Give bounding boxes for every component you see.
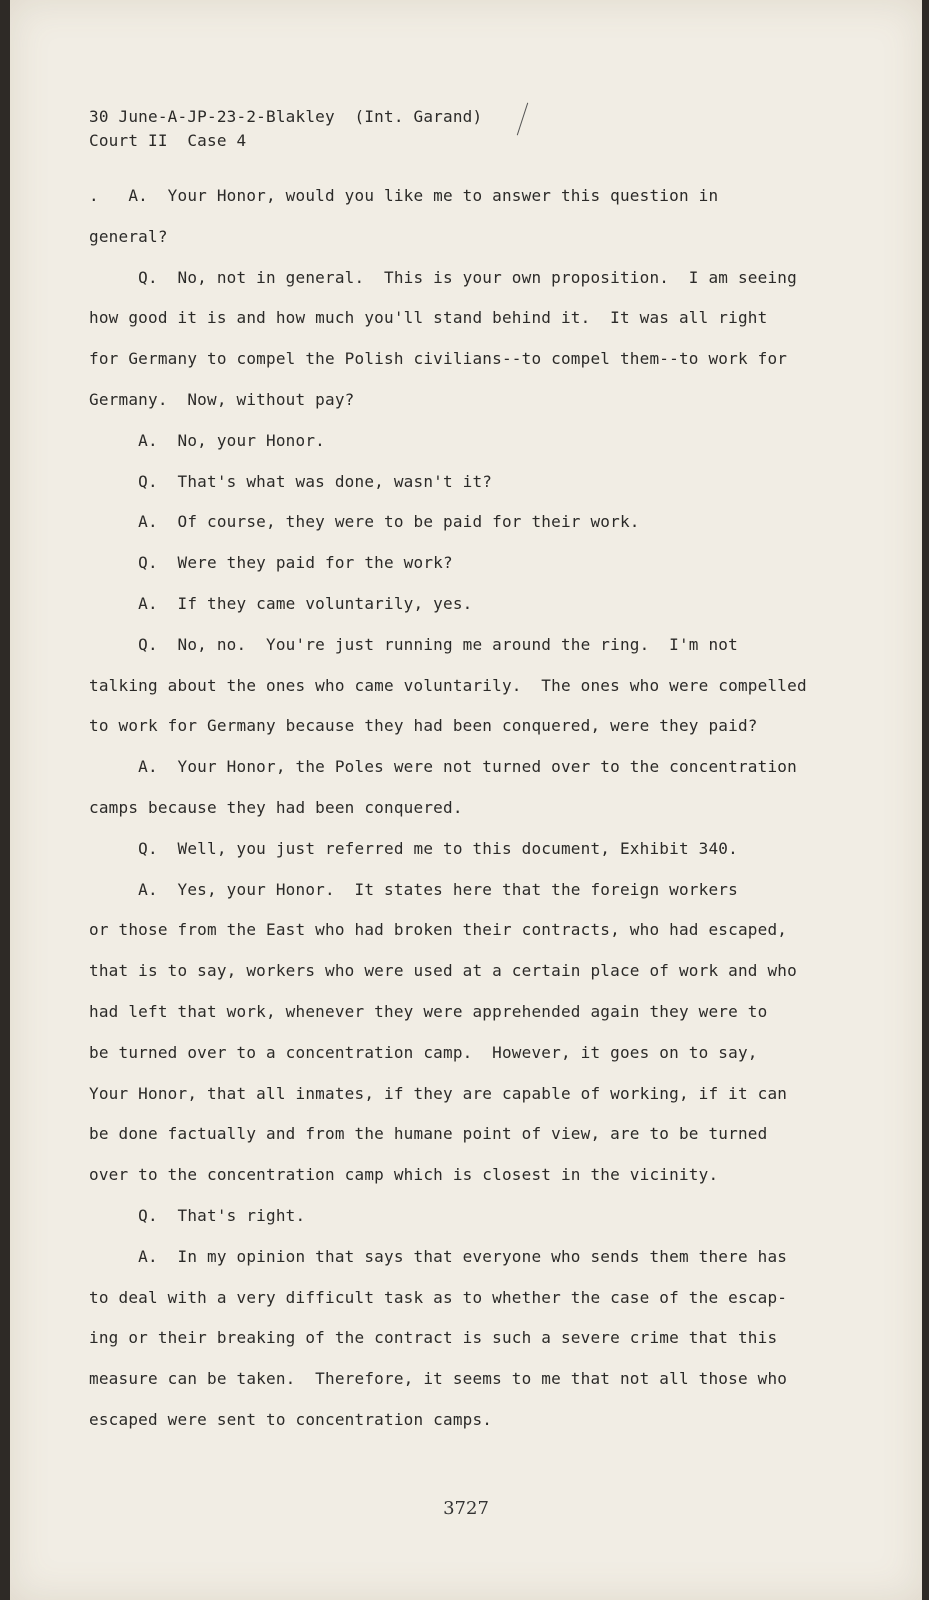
page-number: 3727 <box>443 1498 489 1519</box>
transcript-line: Germany. Now, without pay? <box>89 390 355 409</box>
transcript-line: that is to say, workers who were used at a certain place of work and who <box>89 961 797 980</box>
document-page <box>10 0 922 1600</box>
header-line-2: Court II Case 4 <box>89 131 247 150</box>
transcript-line: over to the concentration camp which is closest in the vicinity. <box>89 1165 719 1184</box>
transcript-line: or those from the East who had broken their contracts, who had escaped, <box>89 920 788 939</box>
transcript-line: be turned over to a concentration camp. However, it goes on to say, <box>89 1043 758 1062</box>
transcript-line: A. Of course, they were to be paid for their work. <box>89 512 640 531</box>
transcript-line: how good it is and how much you'll stand behind it. It was all right <box>89 308 768 327</box>
transcript-line: to work for Germany because they had been conquered, were they paid? <box>89 716 758 735</box>
transcript-line: A. Your Honor, the Poles were not turned over to the concentration <box>89 757 797 776</box>
transcript-line: had left that work, whenever they were apprehended again they were to <box>89 1002 768 1021</box>
transcript-line: A. No, your Honor. <box>89 431 325 450</box>
transcript-line: camps because they had been conquered. <box>89 798 463 817</box>
transcript-line: to deal with a very difficult task as to whether the case of the escap- <box>89 1288 788 1307</box>
transcript-line: Your Honor, that all inmates, if they are capable of working, if it can <box>89 1084 788 1103</box>
transcript-line: talking about the ones who came voluntarily. The ones who were compelled <box>89 676 807 695</box>
transcript-line: Q. No, not in general. This is your own proposition. I am seeing <box>89 268 797 287</box>
transcript-line: for Germany to compel the Polish civilians--to compel them--to work for <box>89 349 788 368</box>
transcript-line: A. In my opinion that says that everyone who sends them there has <box>89 1247 788 1266</box>
transcript-line: . A. Your Honor, would you like me to answer this question in <box>89 186 719 205</box>
transcript-line: ing or their breaking of the contract is such a severe crime that this <box>89 1328 778 1347</box>
transcript-line: Q. Were they paid for the work? <box>89 553 453 572</box>
transcript-line: A. If they came voluntarily, yes. <box>89 594 473 613</box>
transcript-line: Q. That's right. <box>89 1206 306 1225</box>
transcript-line: Q. That's what was done, wasn't it? <box>89 472 493 491</box>
transcript-line: general? <box>89 227 168 246</box>
transcript-line: escaped were sent to concentration camps. <box>89 1410 493 1429</box>
transcript-line: A. Yes, your Honor. It states here that the foreign workers <box>89 880 738 899</box>
header-line-1: 30 June-A-JP-23-2-Blakley (Int. Garand) <box>89 107 483 126</box>
transcript-line: Q. No, no. You're just running me around the ring. I'm not <box>89 635 738 654</box>
transcript-line: be done factually and from the humane point of view, are to be turned <box>89 1124 768 1143</box>
transcript-line: Q. Well, you just referred me to this document, Exhibit 340. <box>89 839 738 858</box>
transcript-line: measure can be taken. Therefore, it seems to me that not all those who <box>89 1369 788 1388</box>
